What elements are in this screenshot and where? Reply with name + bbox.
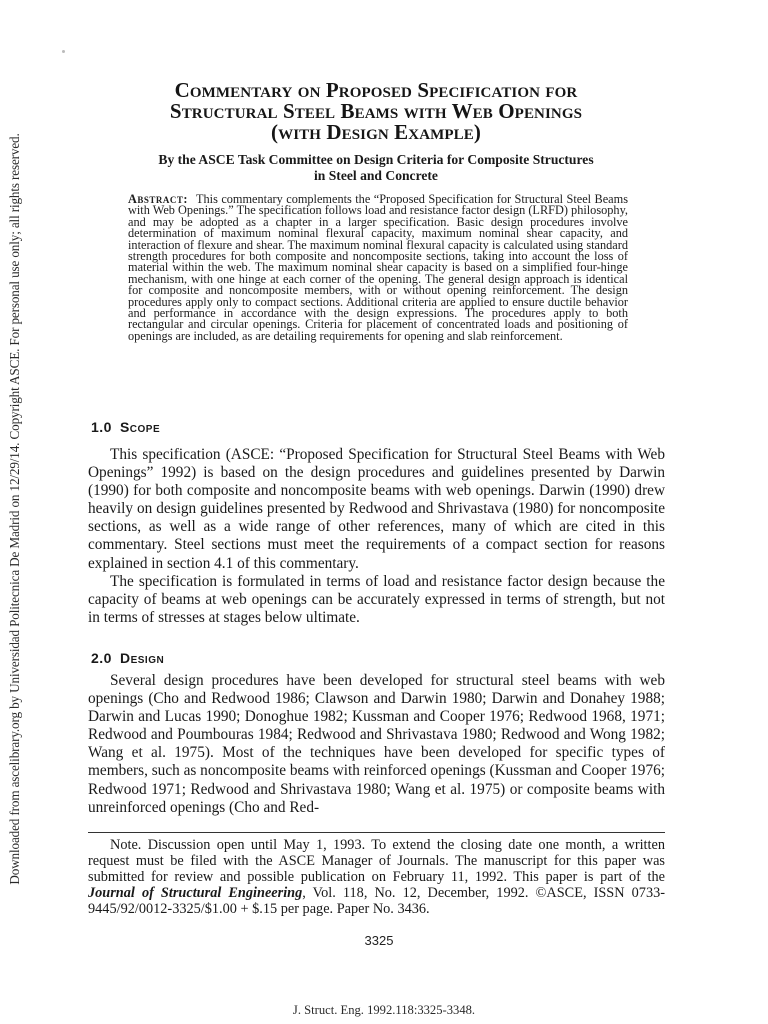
- footnote: [88, 837, 665, 917]
- section-title: Design: [119, 650, 165, 666]
- paper-title: [96, 80, 656, 143]
- journal-name: Journal of Structural Engineering: [88, 885, 303, 901]
- design-paragraph-1: Several design procedures have been developed for structural steel beams with web openings (Cho and Redwood 1986; Clawson and Darwin 1980; Darwin and Donahey 1988; Darwin and Lucas 1990; Donoghue 1982; Kussman and Cooper 1976; Redwood 1968, 1971; Redwood and Poumbouras 1984; Redwood and Shrivastava 1980; Redwood and Wong 1982; Wang et al. 1975). Most of the techniques have been developed for specific types of members, such as noncomposite beams with reinforced openings (Kussman and Cooper 1976; Redwood 1971; Redwood and Shrivastava 1980; Wang et al. 1975) or composite beams with unreinforced openings (Cho and Red-: [88, 672, 665, 816]
- author-byline: [96, 152, 656, 184]
- section-number: 2.0: [91, 650, 112, 666]
- download-watermark: Downloaded from ascelibrary.org by Universidad Politecnica De Madrid on 12/29/14. Copyright ASCE. For personal use only; all rights reserved.: [7, 133, 22, 885]
- abstract-label: Abstract:: [128, 192, 188, 206]
- footnote-divider: [88, 832, 665, 833]
- title-line-1: Commentary on Proposed Specification for: [174, 78, 578, 102]
- page-number: 3325: [364, 933, 394, 948]
- byline-line-1: By the ASCE Task Committee on Design Criteria for Composite Structures: [158, 152, 594, 167]
- title-line-3: (with Design Example): [271, 120, 481, 144]
- scope-paragraph-2: The specification is formulated in terms of load and resistance factor design because the capacity of beams at web openings can be accurately expressed in terms of strength, but not in terms of stresses at stages below ultimate.: [88, 572, 665, 626]
- section-title: Scope: [119, 419, 161, 435]
- byline-line-2: in Steel and Concrete: [314, 168, 438, 183]
- abstract: [128, 194, 628, 342]
- abstract-text: This commentary complements the “Proposed Specification for Structural Steel Beams with Web Openings.” The specification follows load and resistance factor design (LRFD) philosophy, and may be adopted as a chapter in a larger specification. Basic design procedures involve determination of maximum nominal flexural capacity, maximum nominal shear capacity, and interaction of flexure and shear. The maximum nominal flexural capacity is calculated using standard strength procedures for both composite and noncomposite sections, taking into account the loss of material within the web. The maximum nominal shear capacity is based on a simplified four-hinge mechanism, with one hinge at each corner of the opening. The general design approach is identical for composite and noncomposite members, with or without opening reinforcement. The design procedures apply only to compact sections. Additional criteria are applied to ensure ductile behavior and performance in accordance with the design expressions. The procedures apply to both rectangular and circular openings. Criteria for placement of concentrated loads and positioning of openings are included, as are detailing requirements for opening and slab reinforcement.: [128, 192, 628, 343]
- scope-paragraph-1: This specification (ASCE: “Proposed Specification for Structural Steel Beams with Web Openings” 1992) is based on the design procedures and guidelines presented by Darwin (1990) for both composite and noncomposite beams with web openings. Darwin (1990) drew heavily on design guidelines presented by Redwood and Shrivastava (1980) for noncomposite sections, as well as a wide range of other references, many of which are cited in this commentary. Steel sections must meet the requirements of a compact section for reasons explained in section 4.1 of this commentary.: [88, 446, 665, 572]
- title-line-2: Structural Steel Beams with Web Openings: [169, 99, 583, 123]
- scan-speck: [62, 50, 65, 53]
- citation-footer: J. Struct. Eng. 1992.118:3325-3348.: [292, 1003, 476, 1017]
- scope-body: [88, 446, 665, 627]
- design-body: [88, 672, 665, 817]
- section-heading-scope: [91, 419, 160, 435]
- section-number: 1.0: [91, 419, 112, 435]
- footnote-text-end: , Vol. 118, No. 12, December, 1992. ©ASCE, ISSN 0733-9445/92/0012-3325/$1.00 + $.15 per page. Paper No. 3436.: [88, 885, 665, 917]
- footnote-text-start: Note. Discussion open until May 1, 1993. To extend the closing date one month, a written request must be filed with the ASCE Manager of Journals. The manuscript for this paper was submitted for review and possible publication on February 11, 1992. This paper is part of the: [88, 837, 665, 885]
- section-heading-design: [91, 650, 164, 666]
